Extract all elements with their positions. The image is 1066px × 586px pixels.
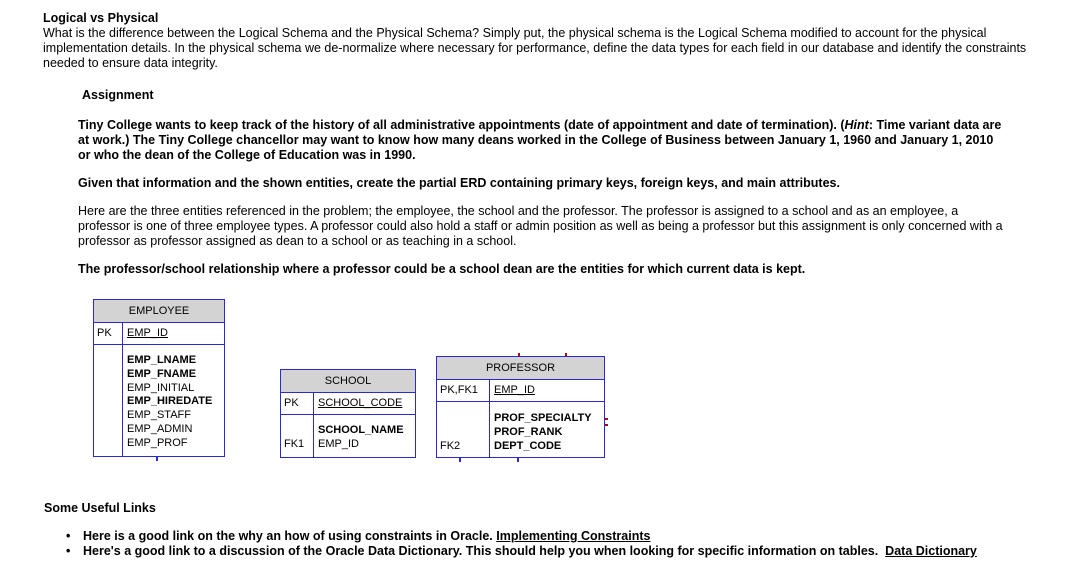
employee-attr: EMP_HIREDATE: [127, 395, 213, 408]
links-heading: Some Useful Links: [44, 501, 156, 515]
school-attributes: [318, 424, 404, 452]
connector-mark: [605, 424, 608, 426]
employee-attr: EMP_LNAME: [127, 354, 197, 366]
link-description: Here's a good link to a discussion of the Oracle Data Dictionary. This should help you when looking for specific information on tables.: [83, 544, 886, 558]
professor-attributes-row: [437, 402, 604, 457]
school-entity-title: SCHOOL: [281, 370, 415, 393]
data-dictionary-link[interactable]: Data Dictionary: [885, 544, 977, 558]
employee-attr: EMP_INITIAL: [127, 381, 195, 394]
professor-pk-row: [437, 380, 604, 402]
connector-mark: [156, 457, 158, 461]
employee-attr: EMP_FNAME: [127, 367, 197, 380]
connector-mark: [517, 458, 519, 462]
school-entity: [280, 369, 416, 458]
school-pk-field: SCHOOL_CODE: [318, 397, 403, 409]
school-fk-label: FK1: [284, 437, 305, 450]
list-item: [64, 529, 977, 544]
employee-attributes: [127, 354, 212, 451]
connector-mark: [459, 458, 461, 462]
links-list: [64, 529, 977, 559]
list-item: [64, 544, 977, 559]
professor-entity-title: PROFESSOR: [437, 357, 604, 380]
professor-pk-label: PK,FK1: [437, 380, 490, 401]
link-description: Here is a good link on the why an how of using constraints in Oracle.: [83, 529, 497, 543]
assignment-paragraph-3: Here are the three entities referenced in the problem; the employee, the school and the professor. The professor is assigned to a school and as an employee, a professor is one of three employee types. A professor could also hold a staff or admin position as well as being a professor but this assignment is only concerned with a professor as professor assigned as dean to a school or as teaching in a school.: [78, 204, 1003, 248]
assignment-heading: Assignment: [82, 88, 154, 102]
school-attributes-row: [281, 415, 415, 457]
connector-mark: [605, 418, 608, 420]
school-pk-label: PK: [281, 393, 314, 414]
school-attr: SCHOOL_NAME: [318, 424, 404, 436]
implementing-constraints-link[interactable]: Implementing Constraints: [496, 529, 651, 543]
professor-pk-field: EMP_ID: [494, 384, 535, 396]
p1-hint: Hint: [844, 118, 869, 132]
professor-attr-label-cell: [437, 402, 490, 457]
school-attr: EMP_ID: [318, 437, 359, 450]
p1-text-a: Tiny College wants to keep track of the history of all administrative appointments (date of appointment and date of termination). (: [78, 118, 845, 132]
employee-attr: EMP_STAFF: [127, 409, 191, 422]
intro-paragraph: What is the difference between the Logical Schema and the Physical Schema? Simply put, the physical schema is the Logical Schema modified to account for the physical implementation details. In the physical schema we de-normalize where necessary for performance, define the data types for each field in our database and identify the constraints needed to ensure data integrity.: [43, 26, 1027, 70]
professor-attributes: [494, 412, 592, 453]
assignment-paragraph-1: [78, 118, 1003, 163]
professor-attr: DEPT_CODE: [494, 439, 562, 452]
assignment-paragraph-4: The professor/school relationship where a professor could be a school dean are the entities for which current data is kept.: [78, 262, 806, 276]
employee-entity-title: EMPLOYEE: [94, 300, 224, 323]
employee-attr: EMP_PROF: [127, 436, 188, 449]
school-pk-row: [281, 393, 415, 415]
professor-attr: PROF_RANK: [494, 425, 563, 438]
p1-text-b: : Time variant data are at work.) The Tiny College chancellor may want to know how many deans worked in the College of Business between January 1, 1960 and January 1, 2010 or who the dean of the College of Education was in 1990.: [78, 118, 1002, 162]
connector-mark: [518, 353, 520, 356]
assignment-paragraph-2: Given that information and the shown entities, create the partial ERD containing primary keys, foreign keys, and main attributes.: [78, 176, 840, 190]
employee-pk-label: PK: [94, 323, 123, 344]
professor-entity: [436, 356, 605, 458]
school-attr-label-cell: [281, 415, 314, 457]
connector-mark: [565, 353, 567, 356]
employee-attr-label-cell: [94, 345, 123, 456]
employee-entity: [93, 299, 225, 457]
school-attr-label: [284, 424, 313, 438]
employee-attr: EMP_ADMIN: [127, 422, 193, 435]
professor-fk-label: FK2: [440, 439, 461, 452]
employee-attributes-row: [94, 345, 224, 456]
employee-pk-field: EMP_ID: [127, 327, 168, 339]
professor-attr: PROF_SPECIALTY: [494, 412, 592, 424]
page-title: Logical vs Physical: [43, 11, 159, 25]
employee-pk-row: [94, 323, 224, 345]
